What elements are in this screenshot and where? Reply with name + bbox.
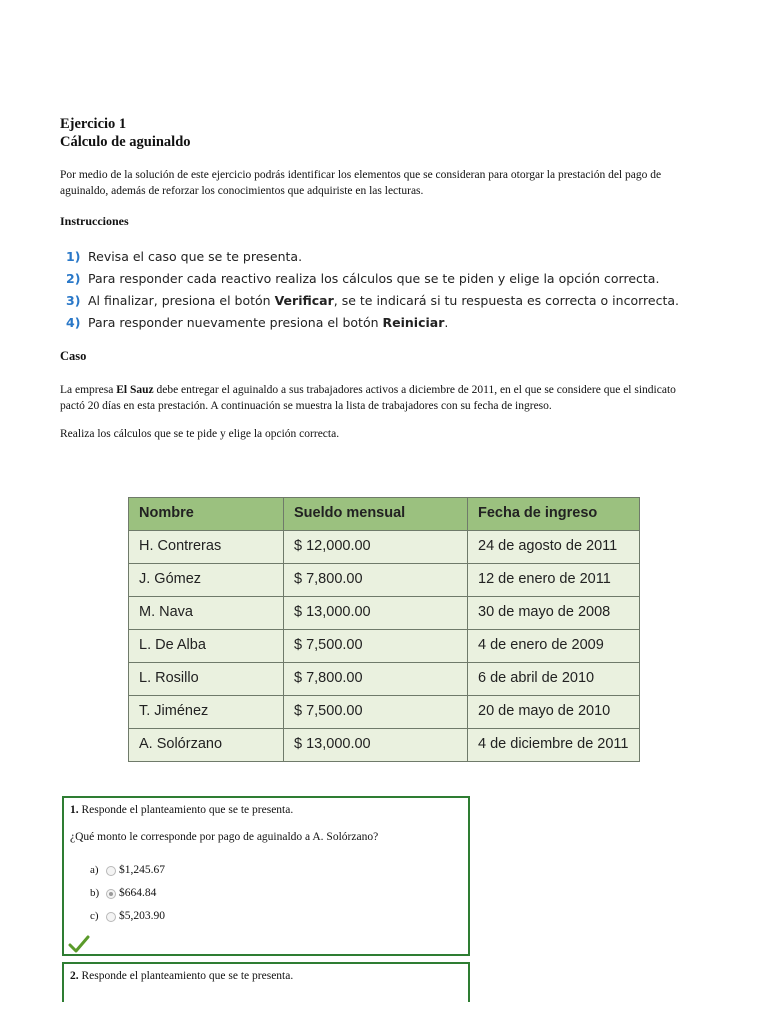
table-cell: 4 de enero de 2009 bbox=[468, 630, 640, 663]
reset-keyword: Reiniciar bbox=[382, 315, 445, 330]
step-number: 2) bbox=[66, 271, 81, 286]
step-number: 1) bbox=[66, 249, 81, 264]
column-header: Sueldo mensual bbox=[284, 498, 468, 531]
table-cell: 12 de enero de 2011 bbox=[468, 564, 640, 597]
table-cell: $ 7,800.00 bbox=[284, 663, 468, 696]
answer-option-c[interactable] bbox=[90, 905, 462, 928]
step-number: 4) bbox=[66, 315, 81, 330]
question-1-box bbox=[62, 796, 470, 956]
step-text: Para responder cada reactivo realiza los cálculos que se te piden y elige la opción correcta. bbox=[88, 271, 660, 286]
table-cell: $ 13,000.00 bbox=[284, 597, 468, 630]
exercise-title: Ejercicio 1 bbox=[60, 116, 127, 132]
option-value: $664.84 bbox=[119, 887, 157, 899]
company-name: El Sauz bbox=[116, 384, 154, 396]
table-row bbox=[129, 663, 640, 696]
exercise-subtitle: Cálculo de aguinaldo bbox=[60, 134, 191, 150]
table-cell: L. De Alba bbox=[129, 630, 284, 663]
instruction-step bbox=[60, 249, 700, 265]
table-cell: $ 7,800.00 bbox=[284, 564, 468, 597]
step-text: Al finalizar, presiona el botón Verificar, se te indicará si tu respuesta es correcta o incorrecta. bbox=[88, 293, 679, 308]
table-cell: $ 13,000.00 bbox=[284, 729, 468, 762]
table-cell: 6 de abril de 2010 bbox=[468, 663, 640, 696]
instruction-step bbox=[60, 271, 700, 287]
question-2-box bbox=[62, 962, 470, 1002]
table-row bbox=[129, 630, 640, 663]
instruction-step bbox=[60, 293, 700, 309]
step-number: 3) bbox=[66, 293, 81, 308]
question-number: 1. bbox=[70, 804, 79, 816]
radio-button[interactable] bbox=[106, 912, 116, 922]
table-cell: 20 de mayo de 2010 bbox=[468, 696, 640, 729]
exercise-content bbox=[60, 115, 700, 442]
question-text: ¿Qué monto le corresponde por pago de aguinaldo a A. Solórzano? bbox=[70, 831, 379, 843]
table-cell: 30 de mayo de 2008 bbox=[468, 597, 640, 630]
table-cell: L. Rosillo bbox=[129, 663, 284, 696]
table-cell: $ 7,500.00 bbox=[284, 630, 468, 663]
table-row bbox=[129, 564, 640, 597]
question-lead: 2. Responde el planteamiento que se te presenta. bbox=[70, 970, 294, 982]
table-cell: J. Gómez bbox=[129, 564, 284, 597]
table-cell: T. Jiménez bbox=[129, 696, 284, 729]
column-header: Fecha de ingreso bbox=[468, 498, 640, 531]
option-value: $5,203.90 bbox=[119, 910, 165, 922]
table-cell: $ 7,500.00 bbox=[284, 696, 468, 729]
table-cell: 24 de agosto de 2011 bbox=[468, 531, 640, 564]
table-row bbox=[129, 531, 640, 564]
table-cell: M. Nava bbox=[129, 597, 284, 630]
table-row bbox=[129, 696, 640, 729]
intro-paragraph: Por medio de la solución de este ejercicio podrás identificar los elementos que se consideran para otorgar la prestación del pago de aguinaldo, además de reforzar los conocimientos que adquiriste en las lecturas. bbox=[60, 169, 662, 197]
table-cell: A. Solórzano bbox=[129, 729, 284, 762]
question-number: 2. bbox=[70, 970, 79, 982]
table-cell: H. Contreras bbox=[129, 531, 284, 564]
answer-option-a[interactable] bbox=[90, 859, 462, 882]
option-letter: b) bbox=[90, 887, 100, 899]
column-header: Nombre bbox=[129, 498, 284, 531]
answer-option-b[interactable] bbox=[90, 882, 462, 905]
table-row bbox=[129, 597, 640, 630]
instruction-step bbox=[60, 315, 700, 331]
instructions-list bbox=[60, 249, 700, 331]
option-value: $1,245.67 bbox=[119, 864, 165, 876]
workers-table bbox=[128, 497, 640, 762]
option-letter: c) bbox=[90, 910, 99, 922]
verify-keyword: Verificar bbox=[274, 293, 334, 308]
table-header-row bbox=[129, 498, 640, 531]
case-prompt: Realiza los cálculos que se te pide y elige la opción correcta. bbox=[60, 428, 340, 440]
option-letter: a) bbox=[90, 864, 99, 876]
case-paragraph: La empresa El Sauz debe entregar el aguinaldo a sus trabajadores activos a diciembre de 2011, en el que se considere que el sindicato pactó 20 días en esta prestación. A continuación se muestra la lista de trabajadores con su fecha de ingreso. bbox=[60, 384, 676, 412]
question-lead: 1. Responde el planteamiento que se te presenta. bbox=[70, 804, 294, 816]
checkmark-icon bbox=[68, 935, 90, 953]
instructions-heading: Instrucciones bbox=[60, 214, 129, 228]
step-text: Revisa el caso que se te presenta. bbox=[88, 249, 303, 264]
table-row bbox=[129, 729, 640, 762]
radio-button[interactable] bbox=[106, 866, 116, 876]
step-text: Para responder nuevamente presiona el botón Reiniciar. bbox=[88, 315, 449, 330]
answer-options bbox=[70, 859, 462, 928]
radio-button-selected[interactable] bbox=[106, 889, 116, 899]
case-heading: Caso bbox=[60, 349, 87, 363]
table-cell: $ 12,000.00 bbox=[284, 531, 468, 564]
table-cell: 4 de diciembre de 2011 bbox=[468, 729, 640, 762]
